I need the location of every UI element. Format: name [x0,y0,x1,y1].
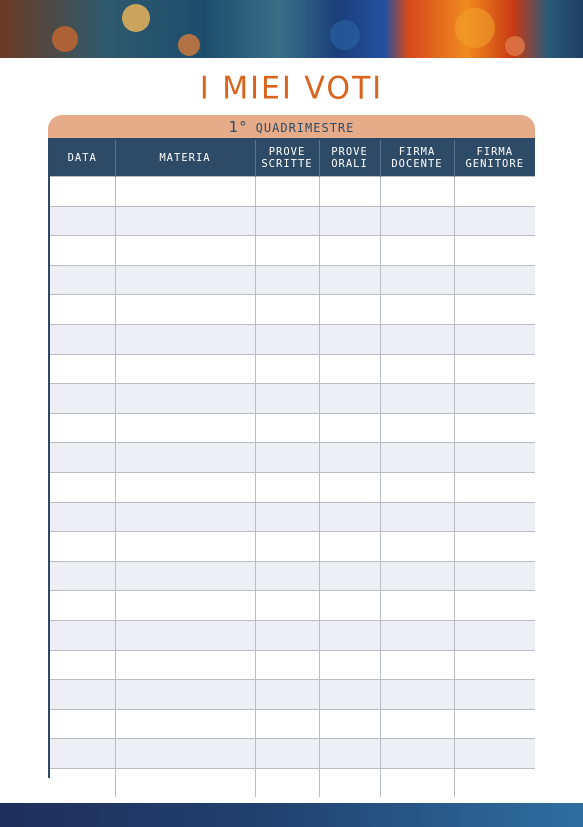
page-title: I MIEI VOTI [199,70,384,107]
subject-cell[interactable] [115,502,255,532]
table-row [50,561,535,591]
oral-test-cell[interactable] [319,295,380,325]
column-header-firma-genitore: FIRMA GENITORE [454,140,535,177]
subject-cell[interactable] [115,384,255,414]
teacher-signature-cell[interactable] [380,620,454,650]
parent-signature-cell[interactable] [454,561,535,591]
subject-cell[interactable] [115,265,255,295]
written-test-cell[interactable] [255,206,319,236]
child-figure-illustration [52,26,78,52]
teacher-signature-cell[interactable] [380,532,454,562]
puzzle-piece-illustration [455,8,495,48]
parent-signature-cell[interactable] [454,709,535,739]
subject-cell[interactable] [115,354,255,384]
parent-signature-cell[interactable] [454,591,535,621]
parent-signature-cell[interactable] [454,295,535,325]
oral-test-cell[interactable] [319,739,380,769]
parent-signature-cell[interactable] [454,177,535,207]
parent-signature-cell[interactable] [454,354,535,384]
table-row [50,295,535,325]
oral-test-cell[interactable] [319,177,380,207]
written-test-cell[interactable] [255,768,319,797]
term-header [48,115,535,138]
column-header-firma-docente: FIRMA DOCENTE [380,140,454,177]
teacher-signature-cell[interactable] [380,739,454,769]
oral-test-cell[interactable] [319,206,380,236]
written-test-cell[interactable] [255,739,319,769]
date-cell[interactable] [50,502,115,532]
table-row [50,768,535,797]
subject-cell[interactable] [115,324,255,354]
subject-cell[interactable] [115,561,255,591]
date-cell[interactable] [50,709,115,739]
date-cell[interactable] [50,177,115,207]
written-test-cell[interactable] [255,472,319,502]
teacher-signature-cell[interactable] [380,295,454,325]
subject-cell[interactable] [115,532,255,562]
parent-signature-cell[interactable] [454,650,535,680]
parent-signature-cell[interactable] [454,236,535,266]
written-test-cell[interactable] [255,680,319,710]
table-row [50,443,535,473]
parent-signature-cell[interactable] [454,206,535,236]
parent-signature-cell[interactable] [454,739,535,769]
subject-cell[interactable] [115,768,255,797]
parent-signature-cell[interactable] [454,413,535,443]
teacher-signature-cell[interactable] [380,709,454,739]
written-test-cell[interactable] [255,650,319,680]
teacher-signature-cell[interactable] [380,354,454,384]
parent-signature-cell[interactable] [454,384,535,414]
column-header-materia: MATERIA [115,140,255,177]
date-cell[interactable] [50,532,115,562]
date-cell[interactable] [50,620,115,650]
table-row [50,739,535,769]
parent-signature-cell[interactable] [454,265,535,295]
date-cell[interactable] [50,739,115,769]
written-test-cell[interactable] [255,413,319,443]
column-header-data: DATA [50,140,115,177]
grades-table [48,138,535,778]
date-cell[interactable] [50,206,115,236]
oral-test-cell[interactable] [319,384,380,414]
teacher-signature-cell[interactable] [380,561,454,591]
date-cell[interactable] [50,354,115,384]
subject-cell[interactable] [115,413,255,443]
subject-cell[interactable] [115,295,255,325]
decorative-puzzle-banner [0,0,583,58]
table-row [50,236,535,266]
written-test-cell[interactable] [255,295,319,325]
oral-test-cell[interactable] [319,650,380,680]
date-cell[interactable] [50,591,115,621]
parent-signature-cell[interactable] [454,620,535,650]
teacher-signature-cell[interactable] [380,177,454,207]
written-test-cell[interactable] [255,620,319,650]
oral-test-cell[interactable] [319,354,380,384]
child-figure-illustration [178,34,200,56]
teacher-signature-cell[interactable] [380,206,454,236]
table-header-row [50,140,535,177]
teacher-signature-cell[interactable] [380,472,454,502]
date-cell[interactable] [50,680,115,710]
subject-cell[interactable] [115,236,255,266]
oral-test-cell[interactable] [319,561,380,591]
subject-cell[interactable] [115,620,255,650]
date-cell[interactable] [50,413,115,443]
table-row [50,413,535,443]
subject-cell[interactable] [115,650,255,680]
subject-cell[interactable] [115,739,255,769]
table-row [50,502,535,532]
oral-test-cell[interactable] [319,324,380,354]
oral-test-cell[interactable] [319,620,380,650]
child-figure-illustration [122,4,150,32]
subject-cell[interactable] [115,443,255,473]
parent-signature-cell[interactable] [454,472,535,502]
parent-signature-cell[interactable] [454,680,535,710]
oral-test-cell[interactable] [319,709,380,739]
table-row [50,265,535,295]
date-cell[interactable] [50,443,115,473]
date-cell[interactable] [50,324,115,354]
oral-test-cell[interactable] [319,443,380,473]
table-row [50,620,535,650]
subject-cell[interactable] [115,680,255,710]
parent-signature-cell[interactable] [454,532,535,562]
subject-cell[interactable] [115,206,255,236]
table-row [50,206,535,236]
date-cell[interactable] [50,768,115,797]
date-cell[interactable] [50,561,115,591]
oral-test-cell[interactable] [319,591,380,621]
column-header-prove-orali: PROVE ORALI [319,140,380,177]
table-row [50,591,535,621]
teacher-signature-cell[interactable] [380,650,454,680]
teacher-signature-cell[interactable] [380,413,454,443]
parent-signature-cell[interactable] [454,324,535,354]
table-row [50,472,535,502]
subject-cell[interactable] [115,591,255,621]
table-row [50,650,535,680]
child-figure-illustration [505,36,525,56]
written-test-cell[interactable] [255,502,319,532]
written-test-cell[interactable] [255,354,319,384]
date-cell[interactable] [50,295,115,325]
footer-bar [0,803,583,827]
oral-test-cell[interactable] [319,265,380,295]
written-test-cell[interactable] [255,709,319,739]
teacher-signature-cell[interactable] [380,768,454,797]
written-test-cell[interactable] [255,177,319,207]
subject-cell[interactable] [115,472,255,502]
date-cell[interactable] [50,650,115,680]
column-header-prove-scritte: PROVE SCRITTE [255,140,319,177]
table-row [50,384,535,414]
subject-cell[interactable] [115,177,255,207]
teacher-signature-cell[interactable] [380,265,454,295]
date-cell[interactable] [50,236,115,266]
table-body [50,177,535,798]
oral-test-cell[interactable] [319,680,380,710]
written-test-cell[interactable] [255,384,319,414]
oral-test-cell[interactable] [319,472,380,502]
written-test-cell[interactable] [255,532,319,562]
oral-test-cell[interactable] [319,502,380,532]
teacher-signature-cell[interactable] [380,591,454,621]
date-cell[interactable] [50,265,115,295]
teacher-signature-cell[interactable] [380,324,454,354]
teacher-signature-cell[interactable] [380,680,454,710]
oral-test-cell[interactable] [319,236,380,266]
teacher-signature-cell[interactable] [380,502,454,532]
oral-test-cell[interactable] [319,768,380,797]
table-row [50,324,535,354]
oral-test-cell[interactable] [319,532,380,562]
parent-signature-cell[interactable] [454,768,535,797]
written-test-cell[interactable] [255,443,319,473]
puzzle-piece-illustration [330,20,360,50]
date-cell[interactable] [50,384,115,414]
table-row [50,532,535,562]
table-row [50,177,535,207]
written-test-cell[interactable] [255,561,319,591]
parent-signature-cell[interactable] [454,502,535,532]
subject-cell[interactable] [115,709,255,739]
teacher-signature-cell[interactable] [380,236,454,266]
table-row [50,709,535,739]
teacher-signature-cell[interactable] [380,384,454,414]
table-row [50,680,535,710]
parent-signature-cell[interactable] [454,443,535,473]
written-test-cell[interactable] [255,324,319,354]
term-label: QUADRIMESTRE [255,121,355,135]
oral-test-cell[interactable] [319,413,380,443]
term-number: 1° [228,118,248,136]
date-cell[interactable] [50,472,115,502]
teacher-signature-cell[interactable] [380,443,454,473]
written-test-cell[interactable] [255,591,319,621]
written-test-cell[interactable] [255,265,319,295]
written-test-cell[interactable] [255,236,319,266]
table-row [50,354,535,384]
